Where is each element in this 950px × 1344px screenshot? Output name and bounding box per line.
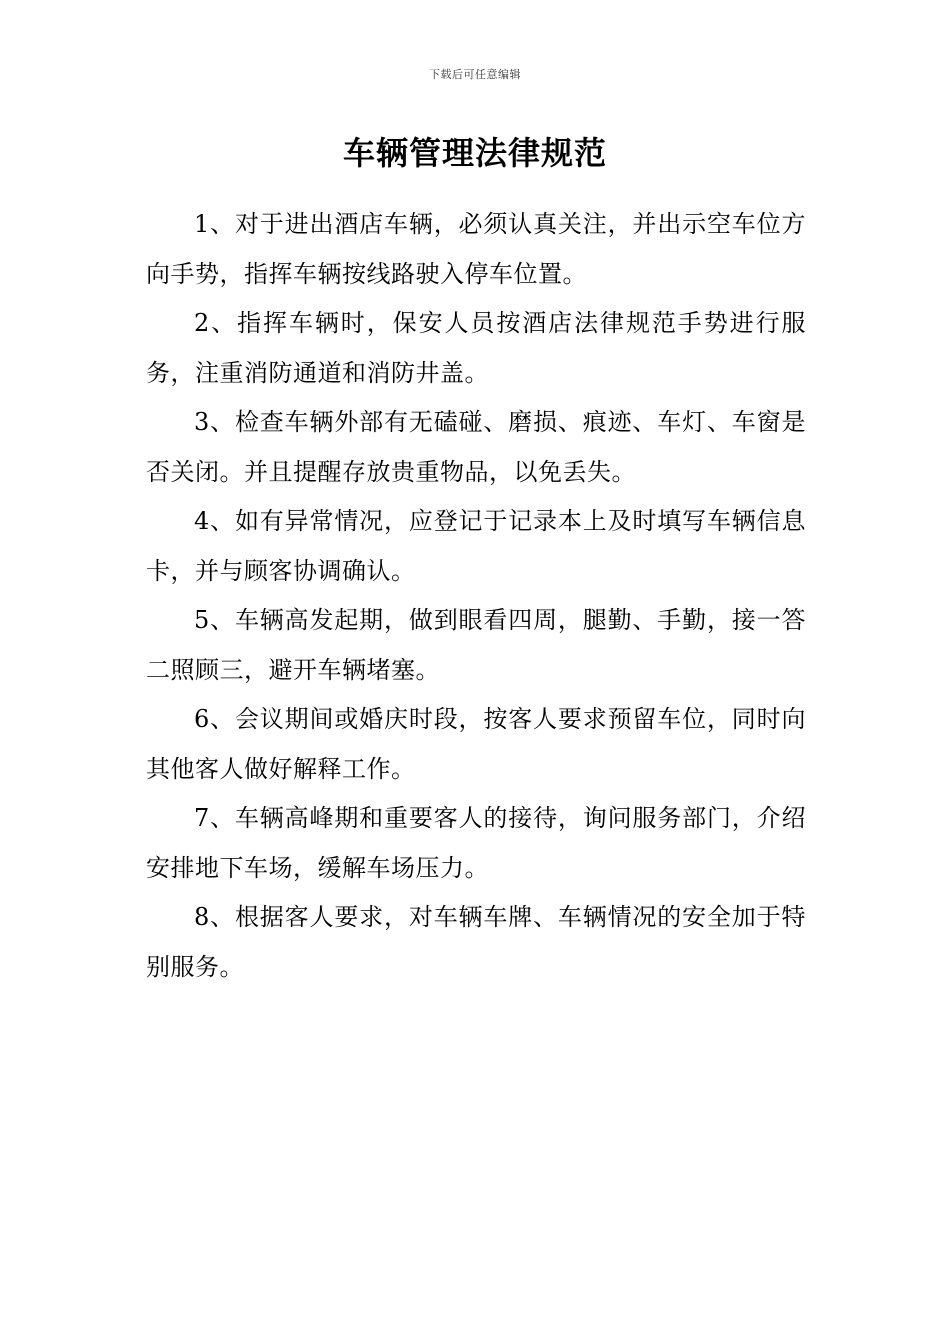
paragraph-8: 8、根据客人要求，对车辆车牌、车辆情况的安全加于特别服务。	[146, 903, 806, 981]
paragraph-7: 7、车辆高峰期和重要客人的接待，询问服务部门，介绍安排地下车场，缓解车场压力。	[146, 804, 806, 882]
paragraph-5: 5、车辆高发起期，做到眼看四周，腿勤、手勤，接一答二照顾三，避开车辆堵塞。	[146, 606, 806, 684]
paragraph-3: 3、检查车辆外部有无磕碰、磨损、痕迹、车灯、车窗是否关闭。并且提醒存放贵重物品，以免丢失。	[146, 408, 806, 486]
document-body	[146, 200, 806, 992]
paragraph-4: 4、如有异常情况，应登记于记录本上及时填写车辆信息卡，并与顾客协调确认。	[146, 507, 806, 585]
document-title: 车辆管理法律规范	[342, 134, 607, 172]
paragraph-1: 1、对于进出酒店车辆，必须认真关注，并出示空车位方向手势，指挥车辆按线路驶入停车位置。	[146, 210, 806, 288]
header-note: 下载后可任意编辑	[429, 68, 521, 81]
paragraph-2: 2、指挥车辆时，保安人员按酒店法律规范手势进行服务，注重消防通道和消防井盖。	[146, 309, 806, 387]
paragraph-6: 6、会议期间或婚庆时段，按客人要求预留车位，同时向其他客人做好解释工作。	[146, 705, 806, 783]
